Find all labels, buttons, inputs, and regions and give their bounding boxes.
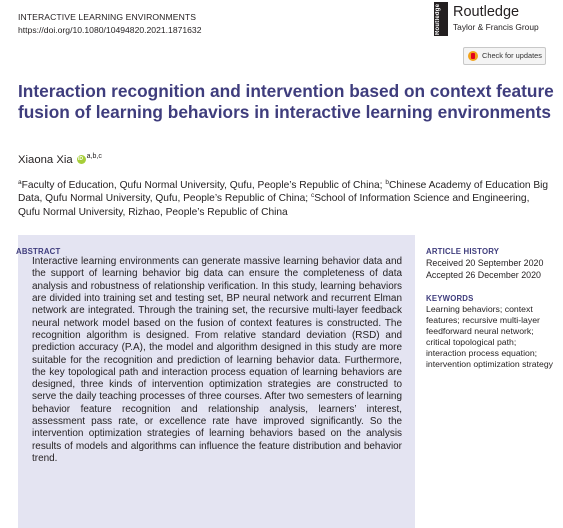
affiliation-text: School of Information Science and Engineering, Qufu Normal University, Rizhao, People’s Republic of China bbox=[18, 193, 530, 218]
check-for-updates-button[interactable] bbox=[463, 47, 546, 65]
author-affiliation-marks: a,b,c bbox=[86, 153, 102, 160]
affiliation-text: Faculty of Education, Qufu Normal University, Qufu, People’s Republic of China; bbox=[21, 180, 386, 191]
doi-link[interactable]: https://doi.org/10.1080/10494820.2021.1871632 bbox=[18, 25, 202, 35]
check-for-updates-label: Check for updates bbox=[482, 51, 542, 60]
abstract-text: Interactive learning environments can generate massive learning behavior data and the support of learning behavior big data can ensure the completeness of data analysis and robustness of relationship verification. In this study, learning behaviors are divided into training set and testing set, BP neural network and recurrent Elman network are integrated. Through the training set, the recursive multi-layer feedback neural network model based on the fusion of context features is constructed. The recognition algorithm is designed. From relative standard deviation (RSD) and prediction accuracy (P.A), the model and algorithm designed in this study are more suitable for the recognition and prediction of learning behavior data. Furthermore, the key topological path and interaction process equation of learning behaviors are designed, three kinds of intervention optimization strategies are constructed to serve the daily teaching processes of three courses. After two semesters of learning behavior feature recognition and relationship analysis, learners’ interest, assessment pass rate, or excellence rate have improved significantly. So the intervention optimization strategies of learning behaviors based on the analysis results of models and algorithms can influence the feature distribution and behavior trend. bbox=[32, 256, 402, 464]
author-line bbox=[18, 150, 102, 167]
publisher-logo[interactable] bbox=[434, 2, 562, 38]
abstract-heading: ABSTRACT bbox=[16, 247, 61, 256]
article-history-heading: ARTICLE HISTORY bbox=[426, 247, 500, 256]
emblem-text: Routledge bbox=[435, 3, 441, 35]
journal-name: INTERACTIVE LEARNING ENVIRONMENTS bbox=[18, 12, 197, 22]
affiliation-mark: a bbox=[18, 179, 22, 186]
routledge-emblem-icon bbox=[434, 2, 448, 36]
publisher-subtitle: Taylor & Francis Group bbox=[453, 22, 539, 32]
article-title: Interaction recognition and intervention based on context feature fusion of learning behaviors in interactive learning environments bbox=[18, 81, 554, 122]
author-name: Xiaona Xia bbox=[18, 154, 73, 166]
article-history bbox=[426, 257, 543, 281]
publisher-name: Routledge bbox=[453, 4, 520, 20]
accepted-date: Accepted 26 December 2020 bbox=[426, 270, 541, 280]
affiliation-mark: b bbox=[385, 179, 389, 186]
crossmark-icon bbox=[468, 51, 478, 61]
orcid-icon[interactable] bbox=[77, 155, 86, 164]
affiliation-text: Chinese Academy of Education Big Data, Qufu Normal University, Qufu, People’s Republic of China; bbox=[18, 180, 549, 205]
received-date: Received 20 September 2020 bbox=[426, 258, 544, 268]
keywords-list: Learning behaviors; context features; recursive multi-layer feedforward neural network; critical topological path; interaction process equation; intervention optimization strategy bbox=[426, 304, 553, 369]
keywords-heading: KEYWORDS bbox=[426, 294, 474, 303]
affiliations bbox=[18, 179, 550, 219]
affiliation-mark: c bbox=[310, 192, 315, 200]
